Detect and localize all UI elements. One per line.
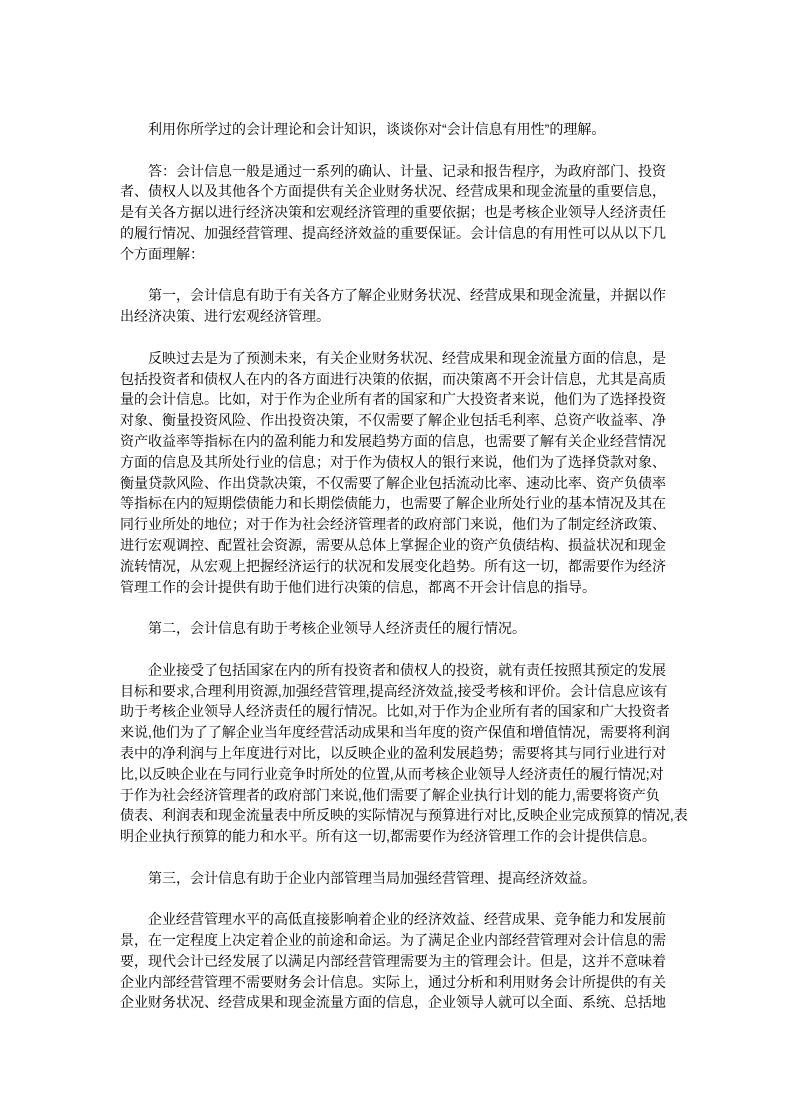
text-line: 者、债权人以及其他各个方面提供有关企业财务状况、经营成果和现金流量的重要信息， <box>120 183 666 200</box>
point-one-heading <box>120 285 680 327</box>
text-line: 比,以反映企业在与同行业竞争时所处的位置,从而考核企业领导人经济责任的履行情况;对 <box>120 765 664 782</box>
text-line: 是有关各方据以进行经济决策和宏观经济管理的重要依据；也是考核企业领导人经济责任 <box>120 204 666 221</box>
text-line: 资产收益率等指标在内的盈利能力和发展趋势方面的信息，也需要了解有关企业经营情况 <box>120 432 666 449</box>
document-body <box>120 119 688 1034</box>
text-line: 第三，会计信息有助于企业内部管理当局加强经营管理、提高经济效益。 <box>148 869 596 886</box>
text-line: 量的会计信息。比如，对于作为企业所有者的国家和广大投资者来说，他们为了选择投资 <box>120 391 666 408</box>
text-line: 出经济决策、进行宏观经济管理。 <box>120 308 330 325</box>
text-line: 流转情况，从宏观上把握经济运行的状况和发展变化趋势。所有这一切，都需要作为经济 <box>120 557 666 574</box>
text-line: 要，现代会计已经发展了以满足内部经营管理需要为主的管理会计。但是，这并不意味着 <box>120 952 666 969</box>
text-line: 来说,他们为了了解企业当年度经营活动成果和当年度的资产保值和增值情况，需要将利润 <box>120 724 670 741</box>
text-line: 衡量贷款风险、作出贷款决策，不仅需要了解企业包括流动比率、速动比率、资产负债率 <box>120 474 666 491</box>
text-line: 同行业所处的地位；对于作为社会经济管理者的政府部门来说，他们为了制定经济政策、 <box>120 516 666 533</box>
point-one-body <box>120 348 680 598</box>
point-two-heading <box>120 618 680 639</box>
text-line: 明企业执行预算的能力和水平。所有这一切,都需要作为经济管理工作的会计提供信息。 <box>120 828 656 845</box>
text-line: 景，在一定程度上决定着企业的前途和命运。为了满足企业内部经营管理对会计信息的需 <box>120 932 666 949</box>
point-three-heading <box>120 868 680 889</box>
text-line: 助于考核企业领导人经济责任的履行情况。比如,对于作为企业所有者的国家和广大投资者 <box>120 703 670 720</box>
text-line: 企业接受了包括国家在内的所有投资者和债权人的投资，就有责任按照其预定的发展 <box>148 661 666 678</box>
text-line: 包括投资者和债权人在内的各方面进行决策的依据，而决策离不开会计信息，尤其是高质 <box>120 370 666 387</box>
text-line: 方面的信息及其所处行业的信息；对于作为债权人的银行来说，他们为了选择贷款对象、 <box>120 453 666 470</box>
text-line: 利用你所学过的会计理论和会计知识，谈谈你对“会计信息有用性”的理解。 <box>148 121 606 137</box>
text-line: 个方面理解： <box>120 245 204 262</box>
text-line: 债表、利润表和现金流量表中所反映的实际情况与预算进行对比,反映企业完成预算的情况,表 <box>120 807 688 824</box>
text-line: 管理工作的会计提供有助于他们进行决策的信息，都离不开会计信息的指导。 <box>120 578 596 595</box>
text-line: 反映过去是为了预测未来，有关企业财务状况、经营成果和现金流量方面的信息，是 <box>148 349 666 366</box>
text-line: 进行宏观调控、配置社会资源，需要从总体上掌握企业的资产负债结构、损益状况和现金 <box>120 536 666 553</box>
text-line: 等指标在内的短期偿债能力和长期偿债能力，也需要了解企业所处行业的基本情况及其在 <box>120 495 666 512</box>
text-line: 对象、衡量投资风险、作出投资决策，不仅需要了解企业包括毛利率、总资产收益率、净 <box>120 412 666 429</box>
point-two-body <box>120 660 688 847</box>
text-line: 企业内部经营管理不需要财务会计信息。实际上，通过分析和利用财务会计所提供的有关 <box>120 973 666 990</box>
text-line: 企业经营管理水平的高低直接影响着企业的经济效益、经营成果、竞争能力和发展前 <box>148 911 666 928</box>
text-line: 第一，会计信息有助于有关各方了解企业财务状况、经营成果和现金流量，并据以作 <box>148 287 666 304</box>
question-text <box>120 119 680 140</box>
text-line: 于作为社会经济管理者的政府部门来说,他们需要了解企业执行计划的能力,需要将资产负 <box>120 786 660 803</box>
answer-intro-paragraph <box>120 161 680 265</box>
text-line: 目标和要求,合理利用资源,加强经营管理,提高经济效益,接受考核和评价。会计信息应该有 <box>120 682 668 699</box>
text-line: 的履行情况、加强经营管理、提高经济效益的重要保证。会计信息的有用性可以从以下几 <box>120 224 666 241</box>
text-line: 企业财务状况、经营成果和现金流量方面的信息，企业领导人就可以全面、系统、总括地 <box>120 994 666 1011</box>
point-three-body <box>120 909 680 1013</box>
text-line: 第二，会计信息有助于考核企业领导人经济责任的履行情况。 <box>148 620 526 637</box>
text-line: 答：会计信息一般是通过一系列的确认、计量、记录和报告程序，为政府部门、投资 <box>148 162 666 179</box>
text-line: 表中的净利润与上年度进行对比，以反映企业的盈利发展趋势；需要将其与同行业进行对 <box>120 744 666 761</box>
